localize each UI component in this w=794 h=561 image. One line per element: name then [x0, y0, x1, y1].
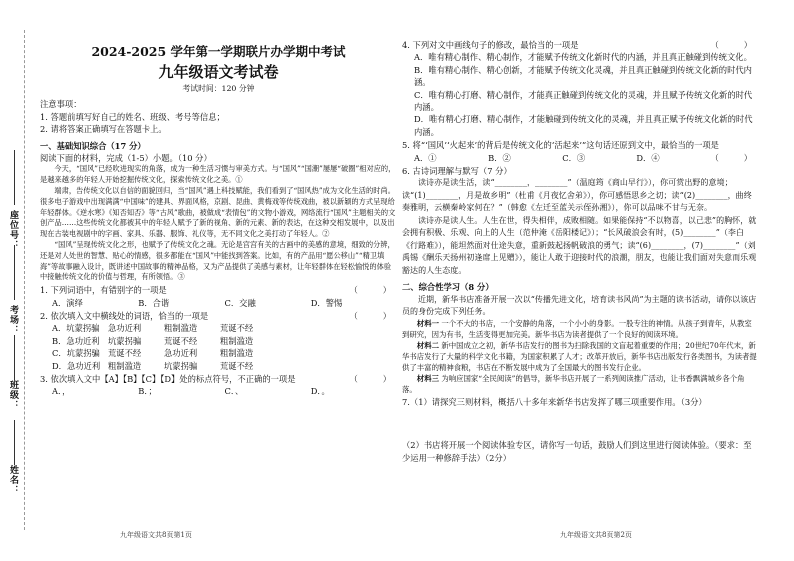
- option[interactable]: C．交融: [224, 297, 256, 308]
- option-row[interactable]: [52, 347, 397, 359]
- option[interactable]: D．。: [310, 386, 330, 397]
- question-stem: 4. 下列对文中画线句子的修改，最恰当的一项是: [402, 40, 579, 50]
- seat-no-label: 座位号：: [8, 210, 18, 250]
- q5-options: [402, 152, 711, 164]
- question-stem: 1. 下列词语中，有错别字的一项是: [40, 285, 167, 296]
- seal-dashed-line: [24, 30, 25, 530]
- material-text: 新中国成立之初，新华书店发行的图书为扫除我国的文盲起着重要的作用；20世纪70年代末，新华书店发行了大量的科学文化书籍，为国家积累了人才；改革开放后，新华书店出版发行各类图书，为读者提供了丰富的精神食粮，书店在不断发展中成为了全国最大的图书发行企业。: [402, 340, 757, 372]
- poetry-paragraph[interactable]: 读诗亦是读人生。人生在世，得失相伴，成败相随。如果能保持“不以物喜，以己悲”的胸怀，就会拥有积极、乐观、向上的人生（范仲淹《岳阳楼记》）；“长风破浪会有时，(5)________”（李白《行路难》），能坦然面对仕途失意，重新鼓起扬帆破浪的勇气；读“(6)________，(7)________”（刘禹锡《酬乐天扬州初逢席上见赠》），能让人敢于迎接时代的浪潮，朋友，也能让我们面对失意而乐观豁达的人生态度。: [402, 215, 757, 275]
- option-word: 坑蒙拐骗: [108, 335, 142, 346]
- exam-room-line: [14, 245, 15, 300]
- question-stem: 5. 将“‘国风’‘火起来’的背后是传统文化的‘活起来’”这句话还原到文中，最恰当的一项是: [402, 140, 719, 151]
- seat-no-line: [14, 150, 15, 205]
- q3-options: [40, 385, 397, 397]
- exam-subtitle: 九年级语文考试卷: [158, 63, 279, 81]
- q2-options: [40, 322, 397, 372]
- class-line: [14, 335, 15, 380]
- material-head: 材料二: [416, 340, 439, 350]
- option-word: A．坑蒙拐骗: [52, 323, 100, 334]
- material-3: [402, 373, 758, 395]
- option[interactable]: D．④: [636, 152, 660, 163]
- class-label: 班级：: [8, 380, 18, 410]
- page-left: [40, 0, 397, 398]
- option[interactable]: B．合谐: [138, 297, 170, 308]
- option-word: C．坑蒙拐骗: [52, 348, 100, 359]
- page-footer-left: 九年级语文共8页第1页: [120, 531, 192, 539]
- question-stem: 2. 依次填入文中横线处的词语，恰当的一项是: [40, 311, 209, 322]
- page-footer-right: 九年级语文共8页第2页: [560, 531, 632, 539]
- material-text: 一个不大的书店，一个安静的角落，一个小小的身影。一股专注的神情。从孩子到青年，从教室到研究，因为有书，生活变得更加完美。新华书店为读者提供了一个良好的阅读环境。: [402, 318, 752, 339]
- option-row[interactable]: [52, 335, 397, 347]
- option-word: 粗制滥造: [220, 335, 254, 346]
- answer-paren[interactable]: （ ）: [710, 40, 752, 50]
- question-5: [402, 139, 758, 151]
- question-3: [40, 373, 397, 385]
- answer-paren[interactable]: （ ）: [349, 311, 391, 322]
- page-right: [402, 38, 758, 464]
- option[interactable]: A．，: [52, 386, 71, 397]
- option-row[interactable]: [52, 360, 397, 372]
- option[interactable]: C．③: [562, 152, 586, 163]
- q1-options: [40, 297, 397, 309]
- option[interactable]: B．②: [488, 152, 511, 163]
- option[interactable]: A．唯有精心制作、精心制作，才能赋予传统文化新时代的内涵，并且真正触碰到传统文化。: [414, 52, 752, 63]
- option[interactable]: B．唯有精心制作、精心创新，才能赋予传统文化灵魂，并且真正触碰到传统文化新的时代内涵。: [414, 64, 752, 88]
- section-heading: 二、综合性学习（8 分）: [402, 282, 494, 293]
- question-6-stem: 6. 古诗词理解与默写（7 分）: [402, 166, 512, 177]
- option[interactable]: A．演绎: [52, 297, 83, 308]
- answer-space[interactable]: [402, 408, 758, 438]
- option-word: 荒诞不经: [220, 360, 254, 371]
- material-1: [402, 318, 758, 340]
- option-word: D．急功近利: [52, 360, 101, 371]
- option[interactable]: C．唯有精心打磨、精心制作，才能真正触碰到传统文化的灵魂，并且赋予传统文化新的时代内涵。: [414, 89, 753, 113]
- question-4: [402, 39, 758, 51]
- option-word: B．急功近利: [52, 335, 100, 346]
- exam-title: 2024-2025 学年第一学期联片办学期中考试: [91, 44, 346, 59]
- option-word: 粗制滥造: [220, 348, 254, 359]
- notes-item: 1. 答题前填写好自己的姓名、班级、考号等信息；: [40, 111, 225, 122]
- section-intro: 近期，新华书店准备开展一次以“传播先进文化，培育读书风尚”为主题的读书活动，请你以该店员的身份完成下列任务。: [402, 294, 757, 316]
- material-head: 材料一: [416, 318, 439, 328]
- question-1: [40, 284, 397, 296]
- option-word: 荒诞不经: [164, 335, 198, 346]
- answer-paren[interactable]: （ ）: [349, 374, 391, 385]
- exam-room-label: 考场：: [8, 305, 18, 335]
- name-label: 姓名：: [8, 465, 18, 495]
- question-stem: 3. 依次填入文中【A】【B】【C】【D】处的标点符号，不正确的一项是: [40, 374, 296, 385]
- reading-paragraph: “国风”呈现传统文化之形，也赋予了传统文化之魂。无论是宫宫有关的古画中的美感的意境，细致的分辨，还是对人处世的智慧、贴心的情感，很多都能在“国风”中能找到答案。比如，有的产品用“愿公移山”“精卫填海”等故事融入设计，既讲述中国故事的精神品格，又为产品提供了美感与素材，让年轻群体在轻松愉悦的体验中接触传统文化的价值与哲理，有所领悟。③: [40, 240, 395, 282]
- option-word: 粗制滥造: [164, 323, 198, 334]
- option-word: 急功近利: [108, 323, 142, 334]
- option[interactable]: C．、: [224, 386, 244, 397]
- material-text: 为响应国家“全民阅读”的倡导，新华书店开展了一系列阅读推广活动，让书香飘满城乡各个角落。: [402, 373, 745, 394]
- exam-time: 考试时间：120 分钟: [182, 84, 255, 93]
- q5-options-row: [402, 152, 758, 164]
- name-line: [14, 420, 15, 465]
- option-word: 荒诞不经: [220, 323, 254, 334]
- question-2: [40, 310, 397, 322]
- material-2: [402, 340, 758, 373]
- notes-item: 2. 请将答案正确填写在答题卡上。: [40, 124, 167, 135]
- option[interactable]: D．警惕: [310, 297, 343, 308]
- reading-paragraph: 端肃，告传统文化以自信的面貌回归，当“国风”遇上科技赋能，我们看到了“国风热”成为文化生活的时尚。很多电子游戏中出现满满“中国味”的建具、界面风格，京剧、昆曲、黄梅戏等传统戏曲，被以新颖的方式呈现给年轻群体。《逆水寒》《知否知否》等“古风”歌曲，被做成“表情包”的文物小游戏，网络流行“国风”主题相关的文创产品……这些传统文化都被其中的年轻人赋予了新的视角、新的元素、新的表达，在这种交相发展中，以及出现在古装电视剧中的字画、家具、乐器、服饰、礼仪等，无不同文化之美打动了年轻人。②: [40, 186, 396, 239]
- option-word: 急功近利: [164, 348, 198, 359]
- answer-paren[interactable]: （ ）: [349, 285, 391, 296]
- option[interactable]: A．①: [414, 152, 437, 163]
- answer-paren[interactable]: （ ）: [710, 152, 752, 163]
- binding-strip: [0, 0, 30, 561]
- option[interactable]: B．；: [138, 386, 157, 397]
- reading-instruction: 阅读下面的材料，完成（1-5）小题。（10 分）: [40, 153, 212, 164]
- option[interactable]: D．唯有精心打磨、精心制作，才能触碰到传统文化的灵魂，并且真正赋予传统文化新的时代内涵。: [414, 114, 753, 137]
- option-word: 荒诞不经: [108, 348, 142, 359]
- section-heading: 一、基础知识综合（17 分）: [40, 140, 146, 151]
- notes-heading: 注意事项：: [40, 99, 82, 110]
- reading-paragraph: 今天，“国风”已经吹进现实的角落，成为一种生活习惯与审美方式。与“国风”“国潮”屡屡“破圈”相对应的，是越来越多的年轻人开始挖掘传统文化，探索传统文化之美。①: [40, 164, 396, 185]
- option-row[interactable]: [52, 322, 397, 334]
- question-7-1: 7.（1）请探究三则材料，概括八十多年来新华书店发挥了哪三项重要作用。（3分）: [402, 396, 707, 407]
- option-word: 坑蒙拐骗: [164, 360, 198, 371]
- material-head: 材料三: [416, 373, 439, 383]
- question-7-2: （2）书店将开展一个阅读体验专区，请你写一句话，鼓励人们到这里进行阅读体验。（要求：至少运用一种修辞手法）（2分）: [402, 440, 752, 463]
- option-word: 粗制滥造: [108, 360, 142, 371]
- poetry-paragraph[interactable]: 读诗亦是读生活，读“________，________”（温庭筠《商山早行》），你可赏出野的意境；读“(1)________，月是故乡明”（杜甫《月夜忆舍弟》），你可感悟思乡之切；读“(2)________，曲终奏雅明，云横秦岭家何在？”（韩愈《左迁至蓝关示侄孙湘》），你可以品味不甘与无奈。: [402, 178, 752, 213]
